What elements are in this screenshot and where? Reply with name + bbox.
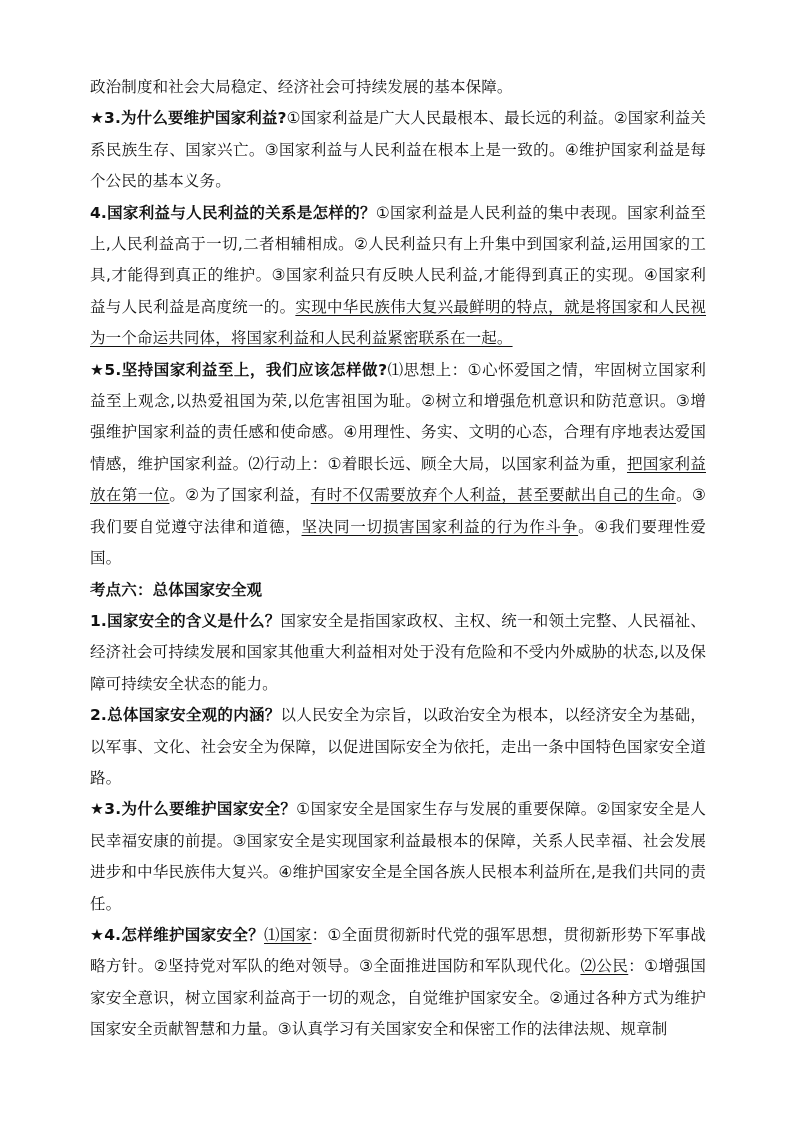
document-page [90, 72, 706, 1046]
paragraph-why-safeguard-security [90, 794, 706, 920]
paragraph-national-interest-first [90, 355, 706, 575]
answer-text: 国家安全是指国家政权、主权、统一和领土完整、人民福祉、经济社会可持续发展和国家其他重大利益相对处于没有危险和不受内外威胁的状态,以及保障可持续安全状态的能力。 [90, 611, 707, 693]
paragraph-how-safeguard-security [90, 920, 706, 1046]
question-heading: ★4.怎样维护国家安全？ [90, 925, 265, 944]
underlined-text: ⑵公民 [580, 957, 629, 976]
question-heading: ★3.为什么要维护国家利益? [90, 109, 287, 128]
paragraph-national-security-meaning [90, 606, 706, 700]
question-heading: 4.国家利益与人民利益的关系是怎样的？ [90, 203, 376, 222]
section-heading: 考点六：总体国家安全观 [90, 580, 263, 599]
paragraph-interest-relationship [90, 198, 706, 355]
answer-text: ：①增强国家安全意识，树立国家利益高于一切的观念，自觉维护国家安全。②通过各种方式为维护国家安全贡献智慧和力量。③认真学习有关国家安全和保密工作的法律法规、规章制 [90, 957, 706, 1039]
answer-text: ：①全面贯彻新时代党的强军思想，贯彻新形势下军事战略方针。②坚持党对军队的绝对领导。③全面推进国防和军队现代化。 [90, 925, 706, 976]
underlined-text: 有时不仅需要放弃个人利益，甚至要献出自己的生命 [310, 486, 677, 505]
paragraph-overall-security-concept [90, 700, 706, 794]
question-heading: ★3.为什么要维护国家安全？ [90, 800, 297, 819]
answer-text: ①国家利益是人民利益的集中表现。国家利益至上,人民利益高于一切,二者相辅相成。②人民利益只有上升集中到国家利益,运用国家的工具,才能得到真正的维护。③国家利益只有反映人民利益,才能得到真正的实现。④国家利益与人民利益是高度统一的。 [90, 203, 706, 316]
answer-text: 。④我们要理性爱国。 [90, 517, 706, 568]
underlined-text: 坚决同一切损害国家利益的行为作斗争 [301, 517, 579, 536]
answer-text: ①国家利益是广大人民最根本、最长远的利益。②国家利益关系民族生存、国家兴亡。③国家利益与人民利益在根本上是一致的。④维护国家利益是每个公民的基本义务。 [90, 109, 707, 191]
paragraph-continuation [90, 72, 706, 103]
underlined-text: ⑴国家 [264, 925, 312, 944]
continuation-text: 政治制度和社会大局稳定、经济社会可持续发展的基本保障。 [90, 78, 513, 96]
question-heading: ★5.坚持国家利益至上，我们应该怎样做? [90, 360, 388, 379]
question-heading: 2.总体国家安全观的内涵？ [90, 706, 281, 725]
answer-text: 。③我们要自觉遵守法律和道德， [90, 486, 706, 536]
answer-text: ①国家安全是国家生存与发展的重要保障。②国家安全是人民幸福安康的前提。③国家安全是实现国家利益最根本的保障，关系人民幸福、社会发展进步和中华民族伟大复兴。④维护国家安全是全国各族人民根本利益所在,是我们共同的责任。 [90, 800, 706, 913]
answer-text: ⑴思想上：①心怀爱国之情，牢固树立国家利益至上观念,以热爱祖国为荣,以危害祖国为耻。②树立和增强危机意识和防范意识。③增强维护国家利益的责任感和使命感。④用理性、务实、文明的心态，合理有序地表达爱国情感，维护国家利益。⑵行动上：①着眼长远、顾全大局，以国家利益为重， [90, 360, 707, 473]
answer-text: 。②为了国家利益， [169, 486, 311, 505]
underlined-text: 实现中华民族伟大复兴最鲜明的特点，就是将国家和人民视为一个命运共同体，将国家利益和人民利益紧密联系在一起。 [90, 297, 707, 348]
paragraph-why-safeguard-national-interest [90, 103, 706, 197]
answer-text: 以人民安全为宗旨，以政治安全为根本，以经济安全为基础，以军事、文化、社会安全为保障，以促进国际安全为依托，走出一条中国特色国家安全道路。 [90, 706, 707, 787]
question-heading: 1.国家安全的含义是什么？ [90, 611, 281, 630]
underlined-text: 把国家利益放在第一位 [90, 454, 706, 505]
